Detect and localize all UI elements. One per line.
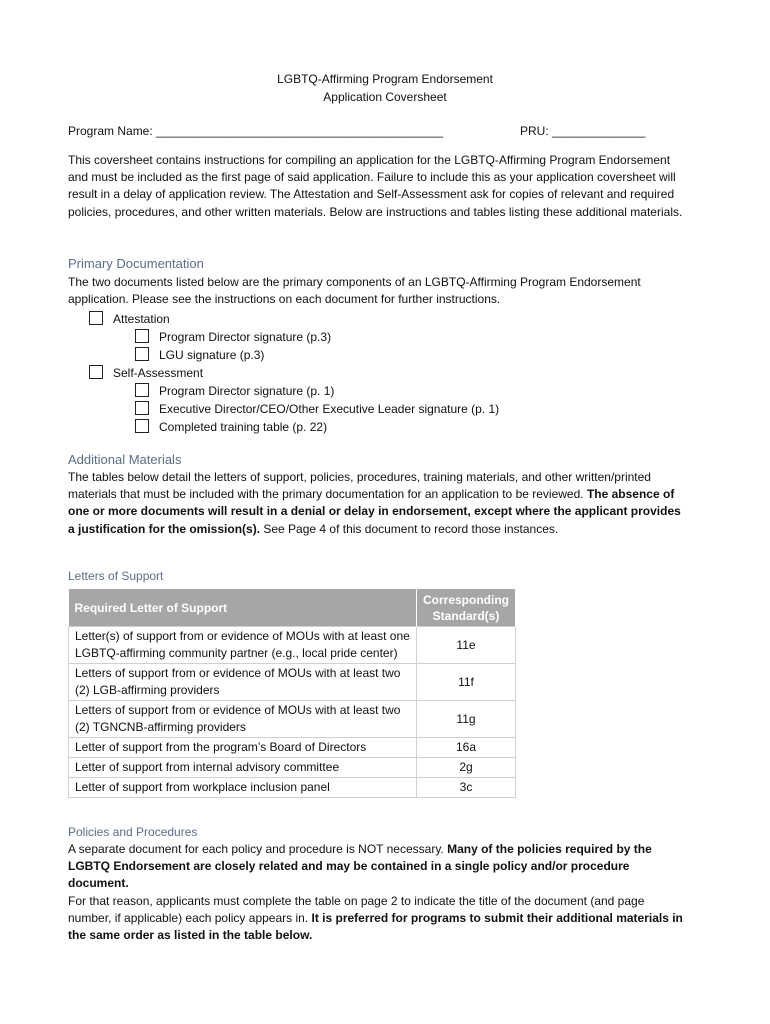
letter-cell: Letter of support from internal advisory committee [69,758,417,778]
policies-text-1-bold: Many of the policies required by the LGBTQ Endorsement are closely related and may be contained in a single policy and/or procedure document. [68,842,652,891]
table-row [69,627,516,664]
letters-of-support-table [68,589,516,798]
checkbox-self-assessment[interactable] [89,364,203,382]
letter-cell: Letters of support from or evidence of MOUs with at least two (2) LGB-affirming providers [69,664,417,701]
primary-documentation-heading: Primary Documentation [68,256,204,271]
primary-documentation-paragraph: The two documents listed below are the primary components of an LGBTQ-Affirming Program Endorsement application. Please see the instructions on each document for further instructions. [68,275,641,307]
checkbox-training-table[interactable] [135,418,327,436]
checkbox-icon[interactable] [135,383,149,397]
checkbox-attestation[interactable] [89,310,170,328]
table-row [69,738,516,758]
checkbox-icon[interactable] [135,329,149,343]
policies-text-1: A separate document for each policy and procedure is NOT necessary. [68,842,448,856]
program-name-field[interactable]: Program Name: ___________________________________________ [68,124,443,138]
table-row [69,758,516,778]
standard-cell: 11g [417,701,516,738]
checkbox-label: Program Director signature (p. 1) [159,384,335,398]
letter-cell: Letters of support from or evidence of MOUs with at least two (2) TGNCNB-affirming providers [69,701,417,738]
letter-cell: Letter of support from workplace inclusion panel [69,778,417,798]
policies-text-2-bold: It is preferred for programs to submit their additional materials in the same order as listed in the table below. [68,911,683,943]
checkbox-label: Completed training table (p. 22) [159,420,328,434]
standard-cell: 16a [417,738,516,758]
standard-cell: 3c [417,778,516,798]
column-header-letter: Required Letter of Support [69,589,417,627]
checkbox-attestation-director-signature[interactable] [135,328,331,346]
policies-paragraph-1 [68,841,688,893]
checkbox-icon[interactable] [89,311,103,325]
additional-text-2: See Page 4 of this document to record those instances. [260,521,559,536]
title-line-2: Application Coversheet [323,90,447,104]
checkbox-lgu-signature[interactable] [135,346,264,364]
title-line-1: LGBTQ-Affirming Program Endorsement [277,72,493,86]
additional-materials-heading: Additional Materials [68,452,182,467]
checkbox-label: Program Director signature (p.3) [159,330,332,344]
document-title [0,70,770,106]
letter-cell: Letter of support from the program’s Board of Directors [69,738,417,758]
letters-of-support-heading: Letters of Support [68,569,164,583]
checkbox-icon[interactable] [89,365,103,379]
standard-cell: 11e [417,627,516,664]
column-header-standard: Corresponding Standard(s) [417,589,516,627]
checkbox-label: Self-Assessment [113,366,204,380]
checkbox-label: Executive Director/CEO/Other Executive Leader signature (p. 1) [159,402,500,416]
letter-cell: Letter(s) of support from or evidence of MOUs with at least one LGBTQ-affirming community partner (e.g., local pride center) [69,627,417,664]
policies-text-2: For that reason, applicants must complete the table on page 2 to indicate the title of the document (and page number, if applicable) each policy appears in. [68,894,645,926]
additional-text-bold: The absence of one or more documents will result in a denial or delay in endorsement, except where the applicant provides a justification for the omission(s). [68,487,681,536]
standard-cell: 11f [417,664,516,701]
pru-field[interactable]: PRU: ______________ [520,124,646,138]
checkbox-icon[interactable] [135,347,149,361]
checkbox-icon[interactable] [135,419,149,433]
table-row [69,664,516,701]
table-row [69,778,516,798]
checkbox-label: LGU signature (p.3) [159,348,265,362]
checkbox-self-assessment-director-signature[interactable] [135,382,334,400]
table-row [69,701,516,738]
checkbox-label: Attestation [113,312,170,326]
policies-procedures-heading: Policies and Procedures [68,825,198,839]
policies-paragraph-2 [68,893,688,945]
standard-cell: 2g [417,758,516,778]
additional-text-1: The tables below detail the letters of support, policies, procedures, training materials, and other written/printed materials that must be included with the primary documentation for an application to be reviewed. [68,470,651,502]
checkbox-icon[interactable] [135,401,149,415]
additional-materials-paragraph [68,469,688,538]
checkbox-executive-signature[interactable] [135,400,499,418]
table-header-row [69,589,516,627]
intro-paragraph: This coversheet contains instructions for compiling an application for the LGBTQ-Affirming Program Endorsement and must be included as the first page of said application. Failure to include this as your application coversheet will result in a delay of application review. The Attestation and Self-Assessment ask for copies of relevant and required policies, procedures, and other written materials. Below are instructions and tables listing these additional materials. [68,153,683,219]
